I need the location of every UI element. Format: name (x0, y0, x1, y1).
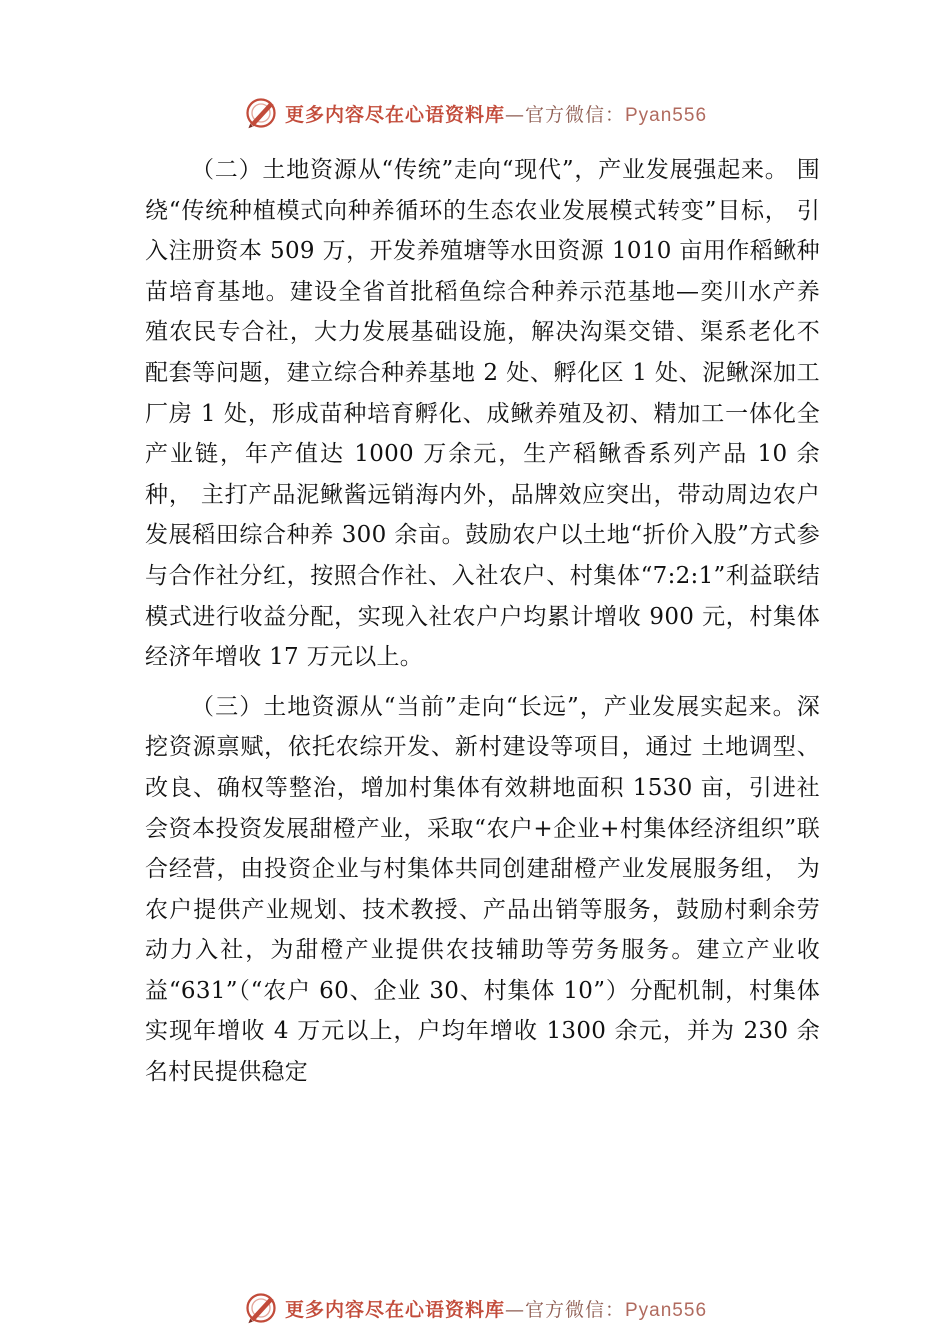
paragraph-land-resource-3: （三）土地资源从“当前”走向“长远”，产业发展实起来。深挖资源禀赋，依托农综开发、新村建设等项目，通过 土地调型、 改良、确权等整治，增加村集体有效耕地面积 1530 亩，引进社会资本投资发展甜橙产业，采取“农户+企业+村集体经济组织”联合经营，由投资企业与村集体共同创建甜橙产业发展服务组， 为农户提供产业规划、技术教授、产品出销等服务，鼓励村剩余劳动力入社，为甜橙产业提供农技辅助等劳务服务。建立产业收益“631”（“农户 60、企业 30、村集体 10”）分配机制，村集体实现年增收 4 万元以上，户均年增收 1300 余元，并为 230 余名村民提供稳定 (145, 693, 820, 1086)
watermark-sub-text: —官方微信： (504, 103, 625, 126)
pen-seal-icon (243, 95, 279, 131)
watermark-id-text: Pyan556 (625, 1299, 708, 1321)
pen-seal-icon (243, 1290, 279, 1326)
watermark-main-text: 更多内容尽在心语资料库 (284, 103, 505, 126)
paragraph-land-resource-2: （二）土地资源从“传统”走向“现代”，产业发展强起来。 围绕“传统种植模式向种养循环的生态农业发展模式转变”目标， 引入注册资本 509 万，开发养殖塘等水田资源 1010 亩用作稻鳅种苗培育基地。建设全省首批稻鱼综合种养示范基地—奕川水产养殖农民专合社，大力发展基础设施，解决沟渠交错、渠系老化不配套等问题，建立综合种养基地 2 处、孵化区 1 处、泥鳅深加工厂房 1 处，形成苗种培育孵化、成鳅养殖及初、精加工一体化全产业链，年产值达 1000 万余元，生产稻鳅香系列产品 10 余种， 主打产品泥鳅酱远销海内外，品牌效应突出，带动周边农户发展稻田综合种养 300 余亩。鼓励农户以土地“折价入股”方式参与合作社分红，按照合作社、入社农户、村集体“7:2:1”利益联结模式进行收益分配，实现入社农户户均累计增收 900 元，村集体经济年增收 17 万元以上。 (145, 157, 820, 671)
footer-watermark (0, 1290, 950, 1326)
watermark-main-text: 更多内容尽在心语资料库 (284, 1298, 505, 1321)
document-body (145, 150, 820, 1102)
watermark-sub-text: —官方微信： (504, 1298, 625, 1321)
watermark-id-text: Pyan556 (625, 104, 708, 126)
header-watermark (0, 95, 950, 131)
